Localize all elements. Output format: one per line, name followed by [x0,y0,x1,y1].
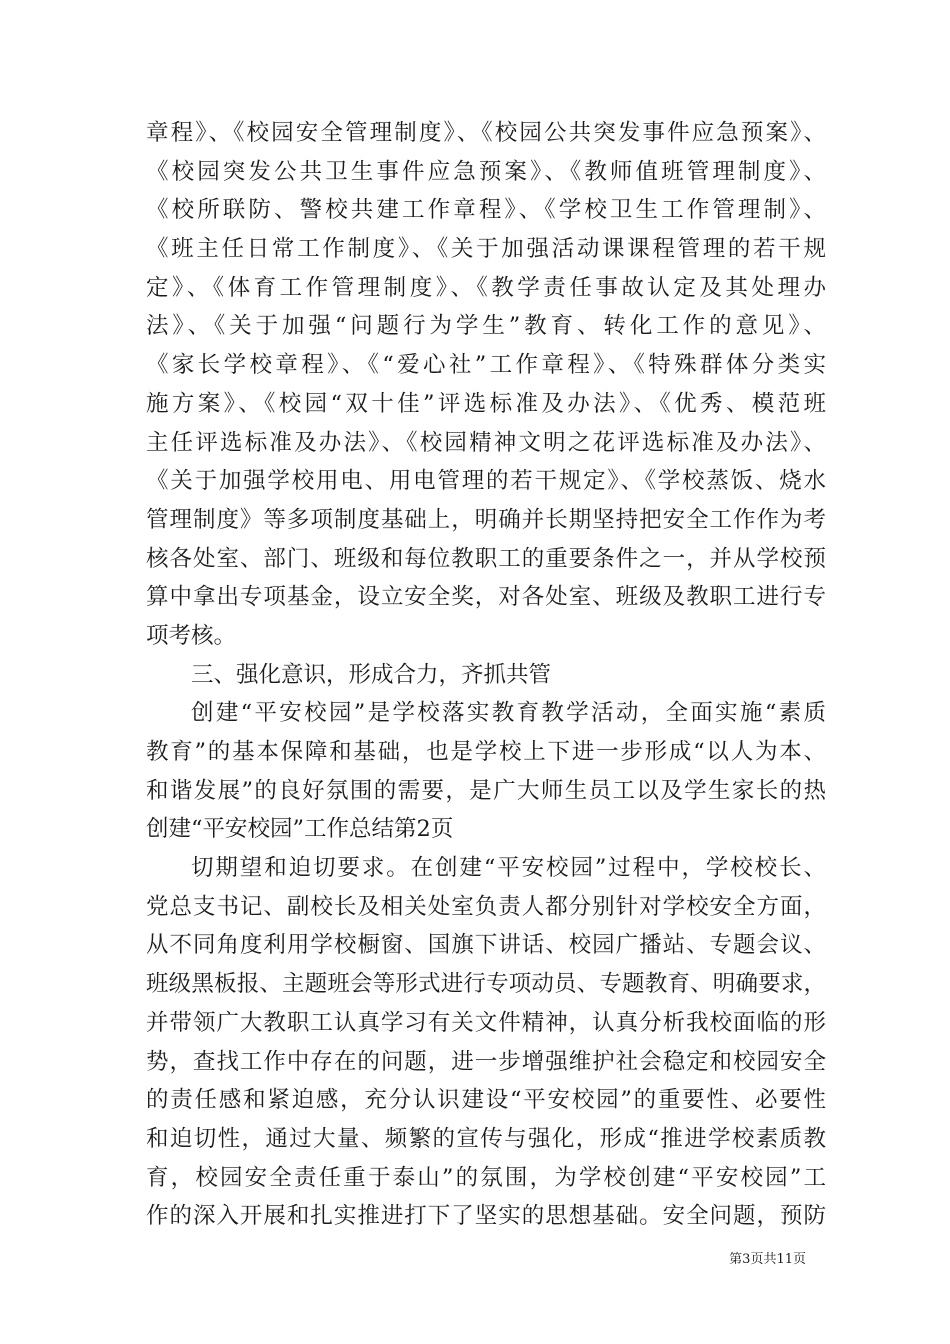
text-line: 的责任感和紧迫感，充分认识建设“平安校园”的重要性、必要性 [146,1087,826,1114]
text-line: 班级黑板报、主题班会等形式进行专项动员、专题教育、明确要求， [146,971,826,998]
text-line: 教育”的基本保障和基础，也是学校上下进一步形成“以人为本、 [146,739,826,765]
text-line: 三、强化意识，形成合力，齐抓共管 [191,661,552,688]
text-line: 定》、《体育工作管理制度》、《教学责任事故认定及其处理办 [146,274,826,301]
text-line: 章程》、《校园安全管理制度》、《校园公共突发事件应急预案》、 [146,120,826,146]
text-line: 主任评选标准及办法》、《校园精神文明之花评选标准及办法》、 [146,429,826,456]
text-line: 切期望和迫切要求。在创建“平安校园”过程中，学校校长、 [191,855,826,882]
text-line: 《家长学校章程》、《“爱心社”工作章程》、《特殊群体分类实 [146,352,826,379]
text-line: 并带领广大教职工认真学习有关文件精神，认真分析我校面临的形 [146,1009,826,1036]
text-line: 法》、《关于加强“问题行为学生”教育、转化工作的意见》、 [146,313,826,340]
body-text [146,114,826,1236]
page-footer: 第3页共11页 [729,1252,806,1267]
text-line: 和谐发展”的良好氛围的需要，是广大师生员工以及学生家长的热 [146,777,826,804]
text-line: 和迫切性，通过大量、频繁的宣传与强化，形成“推进学校素质教 [146,1125,826,1152]
text-line: 《校所联防、警校共建工作章程》、《学校卫生工作管理制》、 [146,197,826,224]
text-line: 作的深入开展和扎实推进打下了坚实的思想基础。安全问题，预防 [146,1203,826,1230]
text-line: 施方案》、《校园“双十佳”评选标准及办法》、《优秀、模范班 [146,390,826,417]
text-line: 管理制度》等多项制度基础上，明确并长期坚持把安全工作作为考 [146,506,826,533]
text-line: 《校园突发公共卫生事件应急预案》、《教师值班管理制度》、 [146,158,826,185]
text-line: 创建“平安校园”是学校落实教育教学活动，全面实施“素质 [191,700,826,727]
text-line: 《关于加强学校用电、用电管理的若干规定》、《学校蒸饭、烧水 [146,468,826,495]
text-line: 项考核。 [146,622,237,649]
text-line: 势，查找工作中存在的问题，进一步增强维护社会稳定和校园安全 [146,1048,826,1075]
text-line: 创建“平安校园”工作总结第2页 [146,816,454,843]
text-line: 党总支书记、副校长及相关处室负责人都分别针对学校安全方面， [146,893,826,920]
text-line: 育，校园安全责任重于泰山”的氛围，为学校创建“平安校园”工 [146,1164,826,1191]
text-line: 核各处室、部门、班级和每位教职工的重要条件之一，并从学校预 [146,545,826,572]
text-line: 《班主任日常工作制度》、《关于加强活动课课程管理的若干规 [146,236,826,263]
text-line: 从不同角度利用学校橱窗、国旗下讲话、校园广播站、专题会议、 [146,932,826,959]
text-line: 算中拿出专项基金，设立安全奖，对各处室、班级及教职工进行专 [146,584,826,611]
